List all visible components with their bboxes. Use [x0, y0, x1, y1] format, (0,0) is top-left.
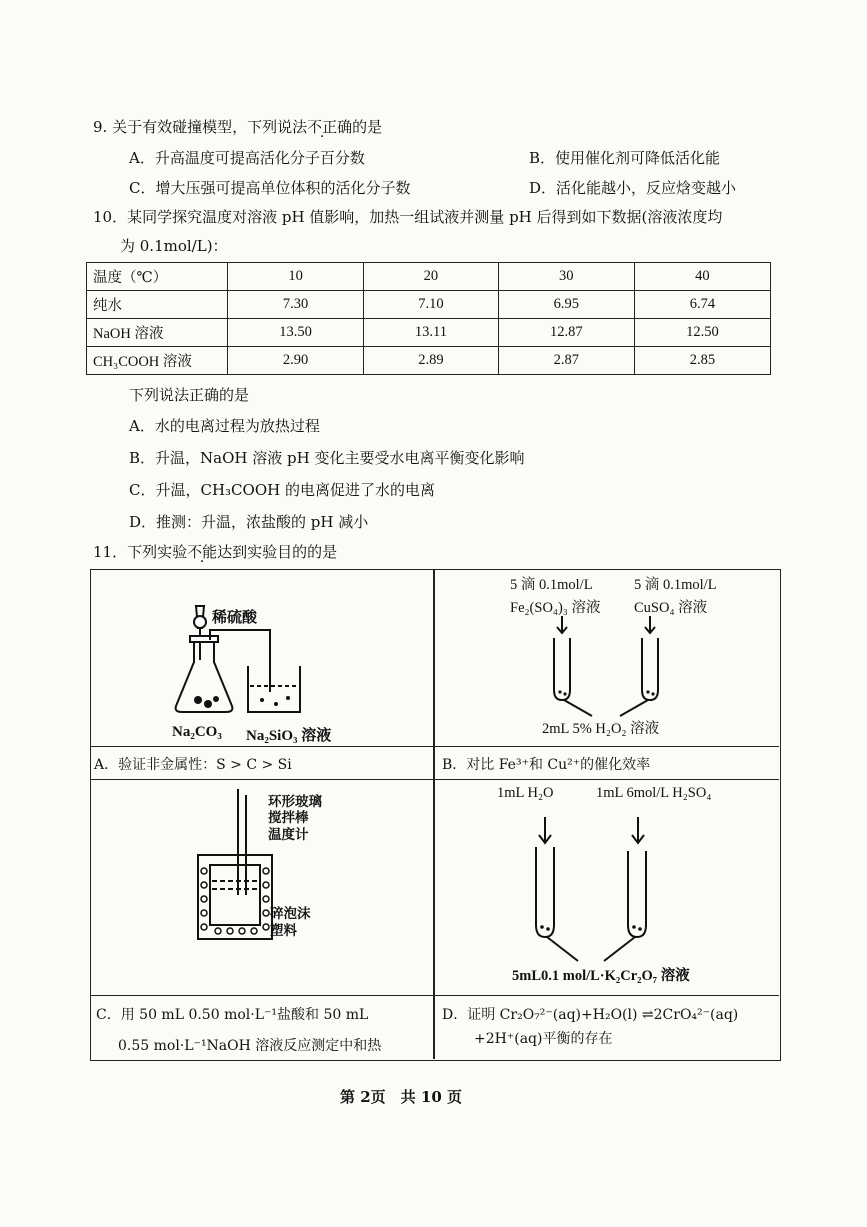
- table-cell: 12.87: [498, 319, 634, 347]
- q11-stem-pre: 11．下列实验: [93, 543, 188, 561]
- q9-stem: [93, 117, 382, 137]
- ph-data-table: [86, 262, 771, 375]
- q9-option-c: C．增大压强可提高单位体积的活化分子数: [129, 179, 411, 197]
- table-row: [87, 319, 771, 347]
- grid-divider-h2: [90, 779, 779, 780]
- q9-option-b: B．使用催化剂可降低活化能: [529, 149, 721, 167]
- b-left-reagent: Fe₂(SO₄)₃ 溶液: [510, 600, 601, 616]
- table-cell: 2.90: [228, 347, 364, 375]
- table-cell: 纯水: [87, 291, 228, 319]
- c-label-plastic: 塑料: [270, 923, 297, 938]
- table-cell: 6.95: [498, 291, 634, 319]
- d-bottom-label: 5mL0.1 mol/L·K₂Cr₂O₇ 溶液: [512, 968, 690, 984]
- d-caption-line1: D．证明 Cr₂O₇²⁻(aq)+H₂O(l) ⇌2CrO₄²⁻(aq): [442, 1007, 739, 1023]
- q9-option-a: A．升高温度可提高活化分子百分数: [129, 149, 365, 167]
- b-caption: B．对比 Fe³⁺和 Cu²⁺的催化效率: [442, 757, 651, 773]
- grid-divider-vertical: [433, 569, 435, 1059]
- q10-option-a: A．水的电离过程为放热过程: [129, 417, 320, 435]
- d-left-top: 1mL H₂O: [497, 785, 554, 801]
- q11-stem: [93, 542, 337, 562]
- a-acid-label: 稀硫酸: [212, 610, 258, 626]
- apparatus-d-diagram: [520, 815, 660, 965]
- table-row: [87, 291, 771, 319]
- q10-stem-line1: 10．某同学探究温度对溶液 pH 值影响，加热一组试液并测量 pH 后得到如下数据(溶液浓度均: [93, 208, 723, 226]
- c-label-ring-stirrer: 环形玻璃: [268, 794, 322, 809]
- table-cell: 20: [364, 263, 499, 291]
- table-cell: CH₃COOH 溶液: [87, 347, 228, 375]
- c-caption-line2: 0.55 mol·L⁻¹NaOH 溶液反应测定中和热: [118, 1038, 382, 1054]
- q10-stem-line2: 为 0.1mol/L)：: [120, 237, 228, 255]
- table-cell: 2.89: [364, 347, 499, 375]
- c-label-thermometer: 温度计: [268, 827, 309, 842]
- a-caption: A．验证非金属性：S > C > Si: [94, 757, 292, 773]
- table-cell: 40: [634, 263, 770, 291]
- a-beaker-label: Na₂SiO₃ 溶液: [246, 728, 332, 744]
- table-cell: 温度（℃）: [87, 263, 228, 291]
- apparatus-b-diagram: [540, 614, 680, 719]
- q10-option-c: C．升温，CH₃COOH 的电离促进了水的电离: [129, 481, 435, 499]
- apparatus-a-diagram: [170, 600, 370, 725]
- b-right-reagent: CuSO₄ 溶液: [634, 600, 708, 616]
- table-header-row: [87, 263, 771, 291]
- b-left-drop: 5 滴 0.1mol/L: [510, 577, 593, 593]
- table-cell: 30: [498, 263, 634, 291]
- grid-divider-h1: [90, 746, 779, 747]
- q10-option-b: B．升温，NaOH 溶液 pH 变化主要受水电离平衡变化影响: [129, 449, 525, 467]
- q10-option-d: D．推测：升温，浓盐酸的 pH 减小: [129, 513, 369, 531]
- table-cell: 2.85: [634, 347, 770, 375]
- page-footer: 第 2页 共 10 页: [340, 1088, 462, 1106]
- b-bottom-label: 2mL 5% H₂O₂ 溶液: [542, 721, 660, 737]
- table-cell: 2.87: [498, 347, 634, 375]
- table-cell: 13.50: [228, 319, 364, 347]
- table-cell: NaOH 溶液: [87, 319, 228, 347]
- table-cell: 10: [228, 263, 364, 291]
- table-cell: 7.10: [364, 291, 499, 319]
- q11-stem-emphasis: 不能: [187, 543, 218, 561]
- table-cell: 12.50: [634, 319, 770, 347]
- q9-option-d: D．活化能越小，反应焓变越小: [529, 179, 737, 197]
- grid-divider-h3: [90, 995, 779, 996]
- table-cell: 13.11: [364, 319, 499, 347]
- table-cell: 7.30: [228, 291, 364, 319]
- c-label-stirring-rod: 搅拌棒: [268, 810, 309, 825]
- d-right-top: 1mL 6mol/L H₂SO₄: [596, 785, 712, 801]
- q9-stem-emphasis: 不正: [307, 118, 338, 136]
- q11-stem-post: 达到实验目的的是: [217, 543, 338, 561]
- c-caption-line1: C．用 50 mL 0.50 mol·L⁻¹盐酸和 50 mL: [96, 1007, 369, 1023]
- q10-prompt: 下列说法正确的是: [129, 386, 250, 404]
- q9-stem-post: 确的是: [337, 118, 383, 136]
- a-flask-label: Na₂CO₃: [172, 724, 222, 740]
- b-right-drop: 5 滴 0.1mol/L: [634, 577, 717, 593]
- c-label-foam: 碎泡沫: [270, 906, 311, 921]
- calorimeter-diagram: [196, 785, 276, 945]
- q9-stem-pre: 9. 关于有效碰撞模型，下列说法: [93, 118, 308, 136]
- table-row: [87, 347, 771, 375]
- d-caption-line2: +2H⁺(aq)平衡的存在: [474, 1031, 613, 1047]
- table-cell: 6.74: [634, 291, 770, 319]
